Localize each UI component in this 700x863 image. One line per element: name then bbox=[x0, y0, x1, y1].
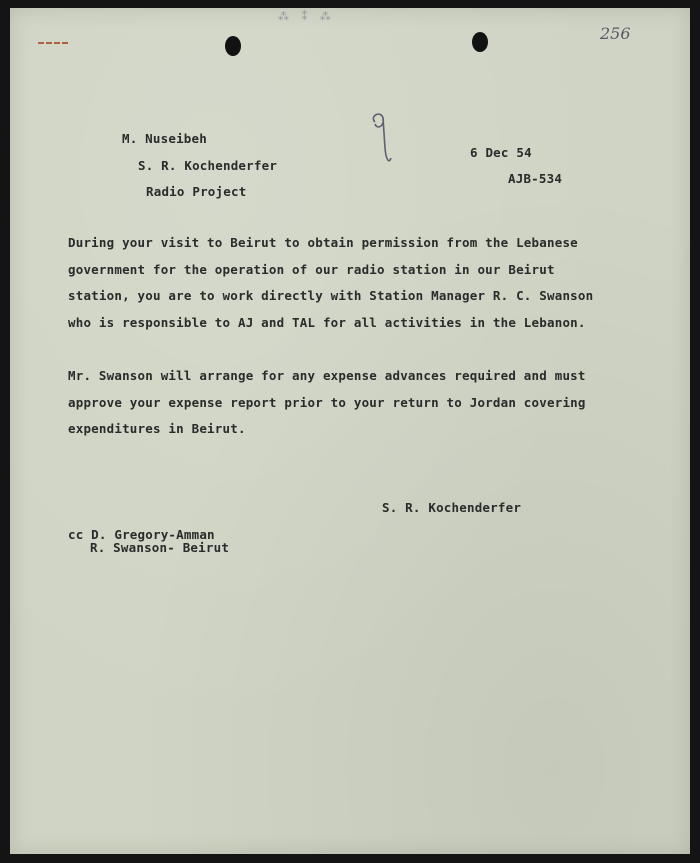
memo-subject: Radio Project bbox=[146, 184, 247, 199]
memo-body bbox=[68, 230, 628, 443]
paragraph1-line: who is responsible to AJ and TAL for all activities in the Lebanon. bbox=[68, 314, 586, 330]
memo-to: M. Nuseibeh bbox=[122, 131, 207, 146]
memo-from: S. R. Kochenderfer bbox=[138, 158, 278, 173]
paragraph1-line: During your visit to Beirut to obtain permission from the Lebanese bbox=[68, 235, 578, 250]
handwritten-initial bbox=[365, 108, 395, 168]
paragraph2-line: Mr. Swanson will arrange for any expense advances required and must bbox=[68, 368, 586, 383]
faded-stamp-marks: ⁂ ⁑ ⁂ bbox=[278, 10, 334, 23]
document-page bbox=[10, 8, 690, 854]
cc-line-2: R. Swanson- Beirut bbox=[90, 540, 230, 555]
punch-hole-right bbox=[472, 32, 488, 52]
paragraph2-line: expenditures in Beirut. bbox=[68, 421, 246, 436]
memo-date: 6 Dec 54 bbox=[470, 145, 532, 160]
cc-line-1: cc D. Gregory-Amman bbox=[68, 527, 215, 542]
red-pencil-mark bbox=[38, 42, 68, 44]
memo-reference: AJB-534 bbox=[508, 171, 563, 186]
signature-line: S. R. Kochenderfer bbox=[382, 500, 522, 515]
paragraph1-line: government for the operation of our radio station in our Beirut bbox=[68, 261, 555, 277]
handwritten-page-number: 256 bbox=[600, 24, 631, 43]
paragraph2-line: approve your expense report prior to your return to Jordan covering bbox=[68, 394, 586, 410]
punch-hole-left bbox=[225, 36, 241, 56]
paragraph1-line: station, you are to work directly with Station Manager R. C. Swanson bbox=[68, 288, 594, 303]
